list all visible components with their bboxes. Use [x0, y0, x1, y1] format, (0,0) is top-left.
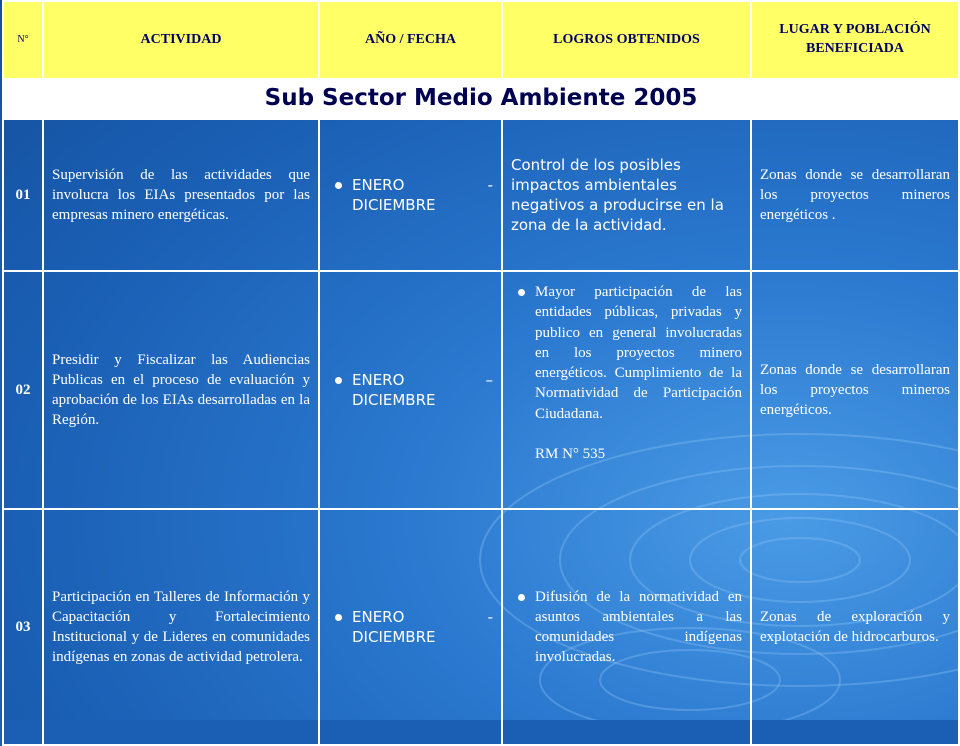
row-activity: Presidir y Fiscalizar las Audiencias Publicas en el proceso de evaluación y aprobación de los EIAs desarrolladas en la Región. [43, 271, 319, 509]
row-achievements: Control de los posibles impactos ambientales negativos a producirse en la zona de la actividad. [502, 119, 751, 271]
table-row [3, 119, 959, 271]
row-number: 02 [3, 271, 43, 509]
row-place: Zonas donde se desarrollaran los proyectos mineros energéticos . [751, 119, 959, 271]
bullet-icon [335, 614, 342, 621]
row-date [319, 119, 502, 271]
bullet-icon [335, 377, 342, 384]
row-achievements-text: Mayor participación de las entidades públicas, privadas y publico en general involucradas en los proyectos minero energéticos. Cumplimiento de la Normatividad de Participación Ciudadana. [535, 284, 742, 422]
table-header-row [3, 1, 959, 79]
row-activity: Supervisión de las actividades que involucra los EIAs presentados por las empresas minero energéticas. [43, 119, 319, 271]
activities-table [2, 0, 960, 746]
row-achievements [502, 271, 751, 509]
header-number: N° [3, 1, 43, 79]
row-place: Zonas donde se desarrollaran los proyectos mineros energéticos. [751, 271, 959, 509]
bullet-icon [518, 594, 525, 601]
row-date-text: ENERO - DICIEMBRE [352, 607, 493, 646]
row-number: 03 [3, 509, 43, 745]
section-title: Sub Sector Medio Ambiente 2005 [3, 79, 959, 119]
row-number: 01 [3, 119, 43, 271]
header-date: AÑO / FECHA [319, 1, 502, 79]
section-row [3, 79, 959, 119]
header-achievements: LOGROS OBTENIDOS [502, 1, 751, 79]
row-achievements-ref: RM N° 535 [535, 446, 606, 462]
table-row [3, 271, 959, 509]
row-place: Zonas de exploración y explotación de hidrocarburos. [751, 509, 959, 745]
row-date-text: ENERO – DICIEMBRE [352, 370, 493, 409]
row-achievements-text: Difusión de la normatividad en asuntos ambientales a las comunidades indígenas involucradas. [535, 588, 742, 666]
row-date [319, 509, 502, 745]
row-achievements [502, 509, 751, 745]
bullet-icon [335, 182, 342, 189]
header-activity: ACTIVIDAD [43, 1, 319, 79]
row-date [319, 271, 502, 509]
header-place: LUGAR Y POBLACIÓN BENEFICIADA [751, 1, 959, 79]
row-date-text: ENERO - DICIEMBRE [352, 175, 493, 214]
row-activity: Participación en Talleres de Información y Capacitación y Fortalecimiento Institucional y de Lideres en comunidades indígenas en zonas de actividad petrolera. [43, 509, 319, 745]
table-row [3, 509, 959, 745]
bullet-icon [518, 289, 525, 296]
